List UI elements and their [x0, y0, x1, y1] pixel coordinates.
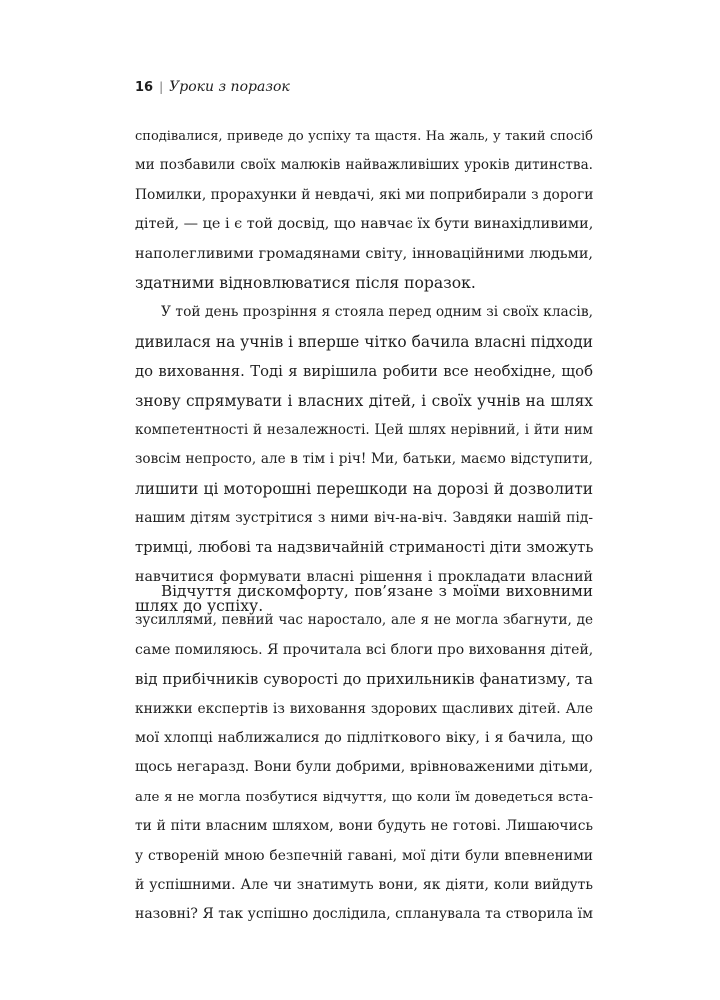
text-line: нашим дітям зустрітися з ними віч-на-віч. Завдяки нашій під- [135, 510, 593, 527]
text-line: У той день прозріння я стояла перед одним зі своїх класів, [161, 304, 593, 321]
chapter-title: Уроки з поразок [169, 79, 290, 95]
text-line: назовні? Я так успішно дослідила, спланувала та створила їм [135, 906, 593, 923]
text-line: мої хлопці наближалися до підліткового віку, і я бачила, що [135, 729, 593, 746]
text-section-2 [135, 577, 593, 930]
text-line: наполегливими громадянами світу, інноваційними людьми, [135, 245, 593, 262]
paragraph [135, 298, 593, 621]
text-line: зовсім непросто, але в тім і річ! Ми, батьки, маємо відступити, [135, 451, 593, 468]
text-line: зусиллями, певний час наростало, але я не могла збагнути, де [135, 612, 593, 629]
text-line: знову спрямувати і власних дітей, і своїх учнів на шлях [135, 391, 593, 410]
text-line: ми позбавили своїх малюків найважливіших уроків дитинства. [135, 157, 593, 174]
text-line: до виховання. Тоді я вирішила робити все необхідне, щоб [135, 363, 593, 381]
text-line: саме помиляюсь. Я прочитала всі блоги про виховання дітей, [135, 641, 594, 658]
text-line: й успішними. Але чи знатимуть вони, як діяти, коли вийдуть [135, 876, 593, 893]
text-line: від прибічників суворості до прихильників фанатизму, та [135, 670, 593, 689]
text-section-1 [135, 122, 593, 622]
header-separator: | [159, 80, 164, 94]
running-head [135, 78, 290, 97]
paragraph [135, 577, 593, 930]
text-line: але я не могла позбутися відчуття, що коли їм доведеться вста- [135, 789, 593, 805]
text-line: шлях до успіху. [135, 597, 264, 616]
text-line: Відчуття дискомфорту, пов’язане з моїми виховними [161, 582, 593, 600]
text-line: Помилки, прорахунки й невдачі, які ми поприбирали з дороги [135, 186, 594, 203]
text-line: дивилася на учнів і вперше чітко бачила власні підходи [135, 332, 593, 351]
text-line: книжки експертів із виховання здорових щасливих дітей. Але [135, 700, 593, 717]
text-line: сподівалися, приведе до успіху та щастя. На жаль, у такий спосіб [135, 129, 593, 144]
page-number: 16 [135, 80, 154, 95]
text-line: навчитися формувати власні рішення і прокладати власний [135, 568, 593, 585]
text-line: лишити ці моторошні перешкоди на дорозі й дозволити [135, 479, 593, 498]
text-line: ти й піти власним шляхом, вони будуть не готові. Лишаючись [135, 818, 593, 835]
text-line: у створеній мною безпечній гавані, мої діти були впевненими [135, 847, 593, 864]
text-line: компетентності й незалежності. Цей шлях нерівний, і йти ним [135, 421, 593, 438]
text-line: щось негаразд. Вони були добрими, врівноваженими дітьми, [135, 759, 594, 776]
text-line: дітей, — це і є той досвід, що навчає їх бути винахідливими, [135, 216, 594, 233]
paragraph [135, 122, 593, 298]
text-line: тримці, любові та надзвичайній стриманості діти зможуть [135, 539, 594, 557]
text-line: здатними відновлюватися після поразок. [135, 273, 476, 292]
